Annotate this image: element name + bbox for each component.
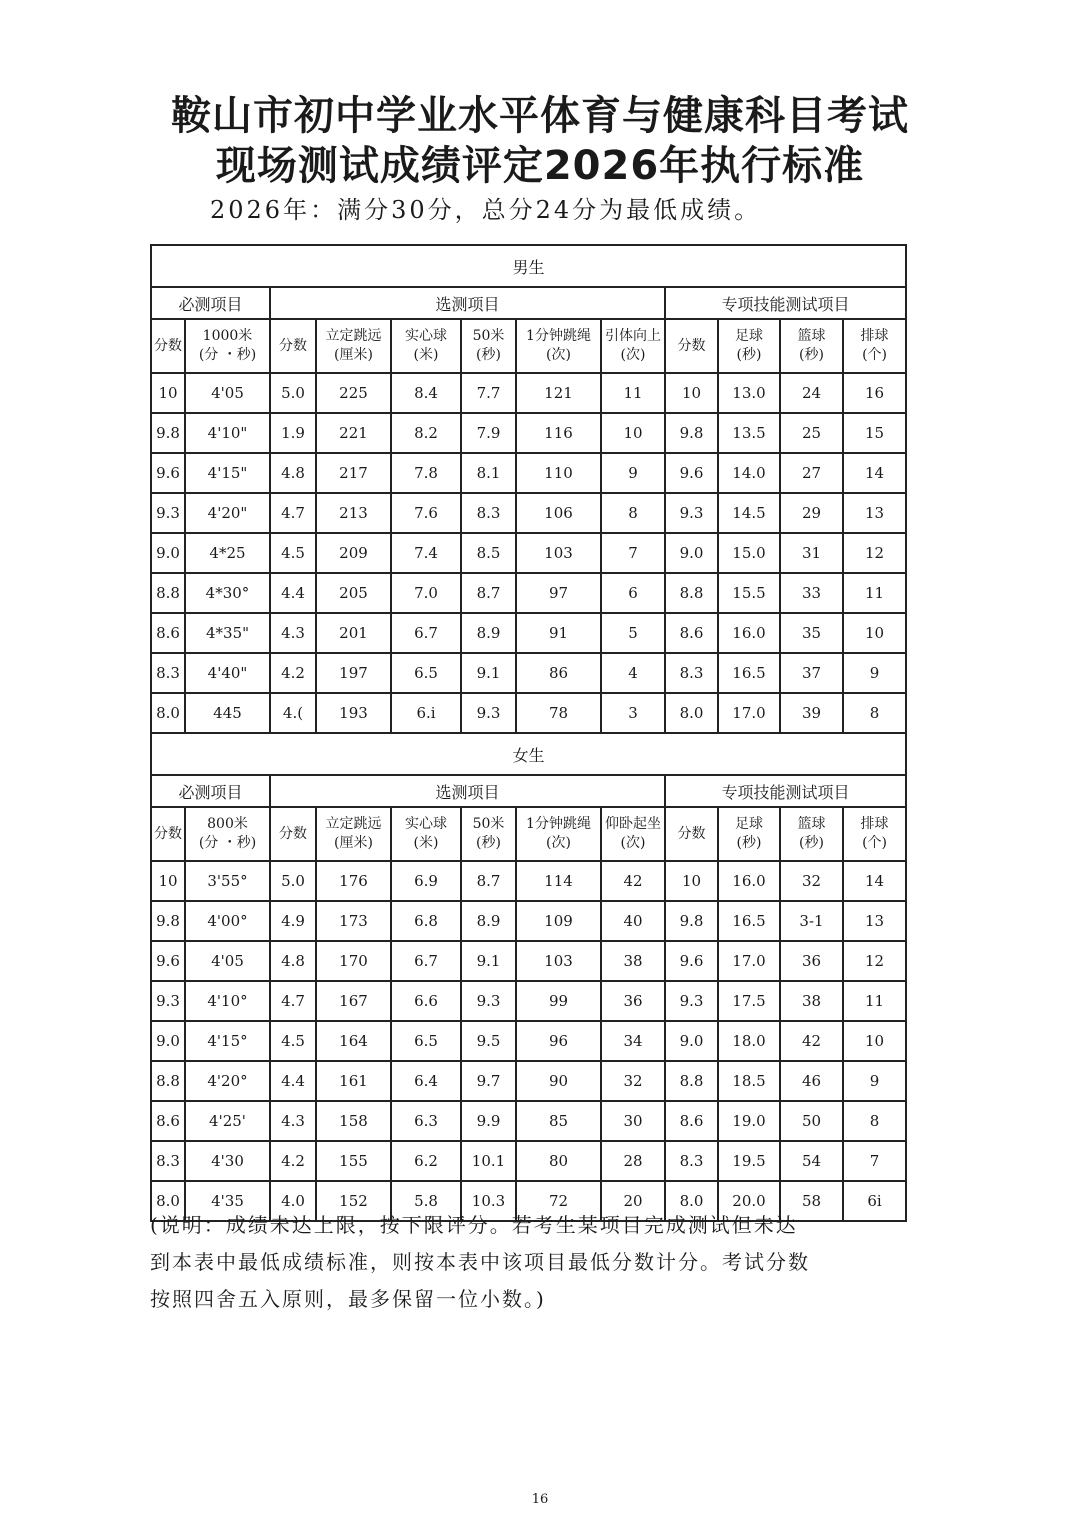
table-cell: 6.5	[391, 653, 461, 693]
table-cell: 35	[780, 613, 843, 653]
table-cell: 8	[843, 1101, 906, 1141]
table-cell: 6.7	[391, 613, 461, 653]
table-cell: 9.0	[665, 533, 718, 573]
table-cell: 86	[516, 653, 601, 693]
table-cell: 10	[151, 373, 185, 413]
table-cell: 9.0	[151, 1021, 185, 1061]
table-cell: 9.0	[151, 533, 185, 573]
table-cell: 4.2	[270, 653, 316, 693]
table-cell: 9.6	[665, 453, 718, 493]
group-required-header: 必测项目	[151, 775, 270, 807]
table-cell: 9.8	[665, 901, 718, 941]
table-cell: 9	[843, 1061, 906, 1101]
table-cell: 9.7	[461, 1061, 516, 1101]
table-cell: 3-1	[780, 901, 843, 941]
table-cell: 4'10°	[185, 981, 270, 1021]
column-header: 足球 (秒)	[718, 319, 780, 373]
table-cell: 3'55°	[185, 861, 270, 901]
table-cell: 13	[843, 901, 906, 941]
table-cell: 10	[665, 373, 718, 413]
table-cell: 8.7	[461, 573, 516, 613]
table-cell: 161	[316, 1061, 391, 1101]
table-cell: 4.4	[270, 1061, 316, 1101]
table-cell: 103	[516, 941, 601, 981]
table-cell: 10.3	[461, 1181, 516, 1221]
table-cell: 6.2	[391, 1141, 461, 1181]
column-header: 1000米 (分 ・秒)	[185, 319, 270, 373]
table-cell: 8.0	[665, 693, 718, 733]
table-cell: 155	[316, 1141, 391, 1181]
column-header: 50米 (秒)	[461, 807, 516, 861]
table-cell: 8.0	[665, 1181, 718, 1221]
table-cell: 78	[516, 693, 601, 733]
table-cell: 9.6	[151, 941, 185, 981]
table-cell: 10.1	[461, 1141, 516, 1181]
table-cell: 8.8	[151, 1061, 185, 1101]
column-header: 排球 (个)	[843, 319, 906, 373]
table-cell: 9.1	[461, 941, 516, 981]
column-header: 分数	[270, 319, 316, 373]
table-cell: 8.0	[151, 693, 185, 733]
table-cell: 15.0	[718, 533, 780, 573]
table-cell: 28	[601, 1141, 665, 1181]
table-cell: 7.0	[391, 573, 461, 613]
table-cell: 27	[780, 453, 843, 493]
table-cell: 109	[516, 901, 601, 941]
table-cell: 38	[601, 941, 665, 981]
table-cell: 9.0	[665, 1021, 718, 1061]
column-header: 篮球 (秒)	[780, 319, 843, 373]
column-header: 分数	[665, 807, 718, 861]
table-cell: 9.3	[151, 493, 185, 533]
table-cell: 4'30	[185, 1141, 270, 1181]
table-cell: 9.3	[665, 981, 718, 1021]
group-skills-header: 专项技能测试项目	[665, 287, 906, 319]
table-cell: 8.6	[151, 1101, 185, 1141]
table-row	[151, 693, 906, 733]
table-cell: 4.3	[270, 613, 316, 653]
table-cell: 37	[780, 653, 843, 693]
table-cell: 4.8	[270, 453, 316, 493]
table-cell: 15	[843, 413, 906, 453]
table-cell: 4.0	[270, 1181, 316, 1221]
table-cell: 13.5	[718, 413, 780, 453]
column-header: 分数	[270, 807, 316, 861]
table-cell: 10	[151, 861, 185, 901]
table-cell: 4.5	[270, 1021, 316, 1061]
table-cell: 7	[843, 1141, 906, 1181]
female-column-header-row	[151, 807, 906, 861]
table-cell: 4'40"	[185, 653, 270, 693]
table-cell: 4.8	[270, 941, 316, 981]
table-cell: 16.0	[718, 613, 780, 653]
table-cell: 4.4	[270, 573, 316, 613]
group-optional-header: 选测项目	[270, 775, 665, 807]
table-cell: 225	[316, 373, 391, 413]
table-cell: 121	[516, 373, 601, 413]
table-cell: 29	[780, 493, 843, 533]
table-cell: 50	[780, 1101, 843, 1141]
male-column-header-row	[151, 319, 906, 373]
column-header: 50米 (秒)	[461, 319, 516, 373]
column-header: 足球 (秒)	[718, 807, 780, 861]
table-cell: 445	[185, 693, 270, 733]
table-cell: 4*35"	[185, 613, 270, 653]
table-cell: 16.0	[718, 861, 780, 901]
table-row	[151, 1021, 906, 1061]
table-cell: 213	[316, 493, 391, 533]
table-row	[151, 493, 906, 533]
table-cell: 158	[316, 1101, 391, 1141]
male-heading-row	[151, 245, 906, 287]
table-cell: 6.5	[391, 1021, 461, 1061]
table-cell: 164	[316, 1021, 391, 1061]
table-cell: 9.3	[461, 693, 516, 733]
female-section	[151, 733, 906, 1221]
table-cell: 9.8	[151, 413, 185, 453]
table-cell: 217	[316, 453, 391, 493]
table-cell: 11	[843, 573, 906, 613]
table-cell: 4'15"	[185, 453, 270, 493]
table-cell: 18.5	[718, 1061, 780, 1101]
table-cell: 10	[843, 1021, 906, 1061]
column-header: 篮球 (秒)	[780, 807, 843, 861]
table-cell: 1.9	[270, 413, 316, 453]
note-line: 按照四舍五入原则，最多保留一位小数。)	[150, 1287, 546, 1311]
table-cell: 8.3	[665, 1141, 718, 1181]
table-cell: 4'15°	[185, 1021, 270, 1061]
table-cell: 4'20"	[185, 493, 270, 533]
table-cell: 4'25'	[185, 1101, 270, 1141]
table-cell: 5.0	[270, 861, 316, 901]
table-cell: 6.4	[391, 1061, 461, 1101]
table-row	[151, 413, 906, 453]
table-cell: 8.6	[665, 613, 718, 653]
table-cell: 46	[780, 1061, 843, 1101]
table-row	[151, 373, 906, 413]
table-cell: 7.8	[391, 453, 461, 493]
column-header: 仰卧起坐 (次)	[601, 807, 665, 861]
table-cell: 14.5	[718, 493, 780, 533]
table-cell: 36	[780, 941, 843, 981]
table-cell: 4	[601, 653, 665, 693]
table-cell: 8	[843, 693, 906, 733]
table-cell: 5.0	[270, 373, 316, 413]
table-cell: 103	[516, 533, 601, 573]
page-number: 16	[531, 1492, 549, 1507]
table-cell: 4.2	[270, 1141, 316, 1181]
table-cell: 5	[601, 613, 665, 653]
table-cell: 96	[516, 1021, 601, 1061]
table-row	[151, 653, 906, 693]
table-cell: 6.i	[391, 693, 461, 733]
table-cell: 11	[843, 981, 906, 1021]
table-cell: 40	[601, 901, 665, 941]
table-row	[151, 1101, 906, 1141]
table-cell: 36	[601, 981, 665, 1021]
table-cell: 16.5	[718, 653, 780, 693]
table-cell: 16	[843, 373, 906, 413]
column-header: 分数	[151, 319, 185, 373]
table-cell: 8.0	[151, 1181, 185, 1221]
table-cell: 8.5	[461, 533, 516, 573]
table-cell: 9.6	[665, 941, 718, 981]
table-cell: 7	[601, 533, 665, 573]
table-cell: 16.5	[718, 901, 780, 941]
document-title-line-2: 现场测试成绩评定2026年执行标准	[215, 143, 865, 189]
table-cell: 17.0	[718, 693, 780, 733]
table-cell: 6i	[843, 1181, 906, 1221]
male-section	[151, 245, 906, 733]
table-cell: 4.(	[270, 693, 316, 733]
table-cell: 19.5	[718, 1141, 780, 1181]
table-cell: 8.3	[151, 1141, 185, 1181]
table-cell: 7.4	[391, 533, 461, 573]
table-cell: 6.8	[391, 901, 461, 941]
table-cell: 20	[601, 1181, 665, 1221]
table-cell: 9.8	[151, 901, 185, 941]
table-cell: 9	[601, 453, 665, 493]
table-cell: 7.9	[461, 413, 516, 453]
table-cell: 6.7	[391, 941, 461, 981]
table-row	[151, 901, 906, 941]
explanation-note	[150, 1207, 930, 1318]
table-cell: 99	[516, 981, 601, 1021]
table-cell: 8.6	[151, 613, 185, 653]
table-cell: 193	[316, 693, 391, 733]
table-cell: 9.8	[665, 413, 718, 453]
table-cell: 4.9	[270, 901, 316, 941]
table-cell: 8.8	[665, 1061, 718, 1101]
table-row	[151, 941, 906, 981]
table-cell: 4'00°	[185, 901, 270, 941]
table-cell: 8.3	[461, 493, 516, 533]
table-cell: 9.3	[665, 493, 718, 533]
table-cell: 7.6	[391, 493, 461, 533]
table-cell: 6.3	[391, 1101, 461, 1141]
table-cell: 17.5	[718, 981, 780, 1021]
table-cell: 4'10"	[185, 413, 270, 453]
table-cell: 34	[601, 1021, 665, 1061]
column-header: 立定跳远 (厘米)	[316, 807, 391, 861]
table-cell: 106	[516, 493, 601, 533]
table-cell: 24	[780, 373, 843, 413]
table-cell: 33	[780, 573, 843, 613]
table-cell: 8	[601, 493, 665, 533]
table-cell: 9	[843, 653, 906, 693]
table-row	[151, 453, 906, 493]
table-cell: 54	[780, 1141, 843, 1181]
male-heading: 男生	[151, 245, 906, 287]
table-cell: 97	[516, 573, 601, 613]
column-header: 1分钟跳绳 (次)	[516, 319, 601, 373]
table-row	[151, 573, 906, 613]
group-required-header: 必测项目	[151, 287, 270, 319]
column-header: 分数	[151, 807, 185, 861]
table-cell: 10	[843, 613, 906, 653]
table-cell: 39	[780, 693, 843, 733]
table-cell: 9.9	[461, 1101, 516, 1141]
table-row	[151, 1141, 906, 1181]
column-header: 实心球 (米)	[391, 319, 461, 373]
female-heading: 女生	[151, 733, 906, 775]
table-row	[151, 861, 906, 901]
table-cell: 10	[601, 413, 665, 453]
table-cell: 32	[601, 1061, 665, 1101]
table-cell: 13	[843, 493, 906, 533]
table-row	[151, 533, 906, 573]
table-cell: 12	[843, 533, 906, 573]
table-cell: 12	[843, 941, 906, 981]
table-cell: 14	[843, 861, 906, 901]
table-cell: 221	[316, 413, 391, 453]
table-cell: 4*30°	[185, 573, 270, 613]
table-cell: 4'05	[185, 373, 270, 413]
table-row	[151, 1061, 906, 1101]
table-cell: 4'20°	[185, 1061, 270, 1101]
table-cell: 7.7	[461, 373, 516, 413]
score-standard-table	[150, 244, 907, 1222]
table-cell: 10	[665, 861, 718, 901]
table-cell: 4'35	[185, 1181, 270, 1221]
table-cell: 8.9	[461, 613, 516, 653]
table-cell: 14.0	[718, 453, 780, 493]
group-optional-header: 选测项目	[270, 287, 665, 319]
column-header: 立定跳远 (厘米)	[316, 319, 391, 373]
table-cell: 9.3	[151, 981, 185, 1021]
female-group-row	[151, 775, 906, 807]
table-cell: 13.0	[718, 373, 780, 413]
column-header: 引体向上 (次)	[601, 319, 665, 373]
table-cell: 9.1	[461, 653, 516, 693]
table-cell: 4.3	[270, 1101, 316, 1141]
group-skills-header: 专项技能测试项目	[665, 775, 906, 807]
table-cell: 9.5	[461, 1021, 516, 1061]
table-cell: 80	[516, 1141, 601, 1181]
table-cell: 8.6	[665, 1101, 718, 1141]
table-cell: 15.5	[718, 573, 780, 613]
column-header: 800米 (分 ・秒)	[185, 807, 270, 861]
table-cell: 90	[516, 1061, 601, 1101]
table-cell: 201	[316, 613, 391, 653]
table-cell: 8.4	[391, 373, 461, 413]
table-cell: 42	[601, 861, 665, 901]
table-cell: 38	[780, 981, 843, 1021]
table-row	[151, 613, 906, 653]
table-cell: 116	[516, 413, 601, 453]
table-cell: 114	[516, 861, 601, 901]
table-cell: 4.7	[270, 493, 316, 533]
document-title-line-1: 鞍山市初中学业水平体育与健康科目考试	[171, 93, 909, 139]
table-cell: 8.7	[461, 861, 516, 901]
table-cell: 6.9	[391, 861, 461, 901]
table-cell: 5.8	[391, 1181, 461, 1221]
table-cell: 4.7	[270, 981, 316, 1021]
table-cell: 8.8	[665, 573, 718, 613]
table-cell: 205	[316, 573, 391, 613]
table-cell: 8.9	[461, 901, 516, 941]
female-heading-row	[151, 733, 906, 775]
table-cell: 30	[601, 1101, 665, 1141]
table-cell: 31	[780, 533, 843, 573]
column-header: 分数	[665, 319, 718, 373]
table-cell: 58	[780, 1181, 843, 1221]
table-cell: 176	[316, 861, 391, 901]
table-cell: 9.3	[461, 981, 516, 1021]
table-cell: 19.0	[718, 1101, 780, 1141]
table-cell: 8.1	[461, 453, 516, 493]
table-cell: 170	[316, 941, 391, 981]
column-header: 排球 (个)	[843, 807, 906, 861]
table-cell: 167	[316, 981, 391, 1021]
table-cell: 8.8	[151, 573, 185, 613]
table-cell: 20.0	[718, 1181, 780, 1221]
column-header: 实心球 (米)	[391, 807, 461, 861]
column-header: 1分钟跳绳 (次)	[516, 807, 601, 861]
table-cell: 152	[316, 1181, 391, 1221]
table-cell: 14	[843, 453, 906, 493]
note-line: (说明：成绩未达上限，按下限评分。若考生某项目完成测试但未达	[150, 1213, 798, 1237]
table-cell: 4*25	[185, 533, 270, 573]
table-cell: 4.5	[270, 533, 316, 573]
table-cell: 17.0	[718, 941, 780, 981]
table-cell: 25	[780, 413, 843, 453]
table-cell: 8.3	[665, 653, 718, 693]
table-cell: 9.6	[151, 453, 185, 493]
table-cell: 173	[316, 901, 391, 941]
table-cell: 11	[601, 373, 665, 413]
table-cell: 18.0	[718, 1021, 780, 1061]
table-cell: 3	[601, 693, 665, 733]
table-cell: 72	[516, 1181, 601, 1221]
table-cell: 110	[516, 453, 601, 493]
male-group-row	[151, 287, 906, 319]
table-cell: 85	[516, 1101, 601, 1141]
table-row	[151, 981, 906, 1021]
table-cell: 4'05	[185, 941, 270, 981]
table-cell: 91	[516, 613, 601, 653]
table-cell: 8.2	[391, 413, 461, 453]
table-cell: 8.3	[151, 653, 185, 693]
table-cell: 42	[780, 1021, 843, 1061]
document-subtitle: 2026年：满分30分，总分24分为最低成绩。	[210, 196, 762, 224]
note-line: 到本表中最低成绩标准，则按本表中该项目最低分数计分。考试分数	[150, 1250, 810, 1274]
table-cell: 32	[780, 861, 843, 901]
table-cell: 6	[601, 573, 665, 613]
table-cell: 197	[316, 653, 391, 693]
table-cell: 6.6	[391, 981, 461, 1021]
table-cell: 209	[316, 533, 391, 573]
